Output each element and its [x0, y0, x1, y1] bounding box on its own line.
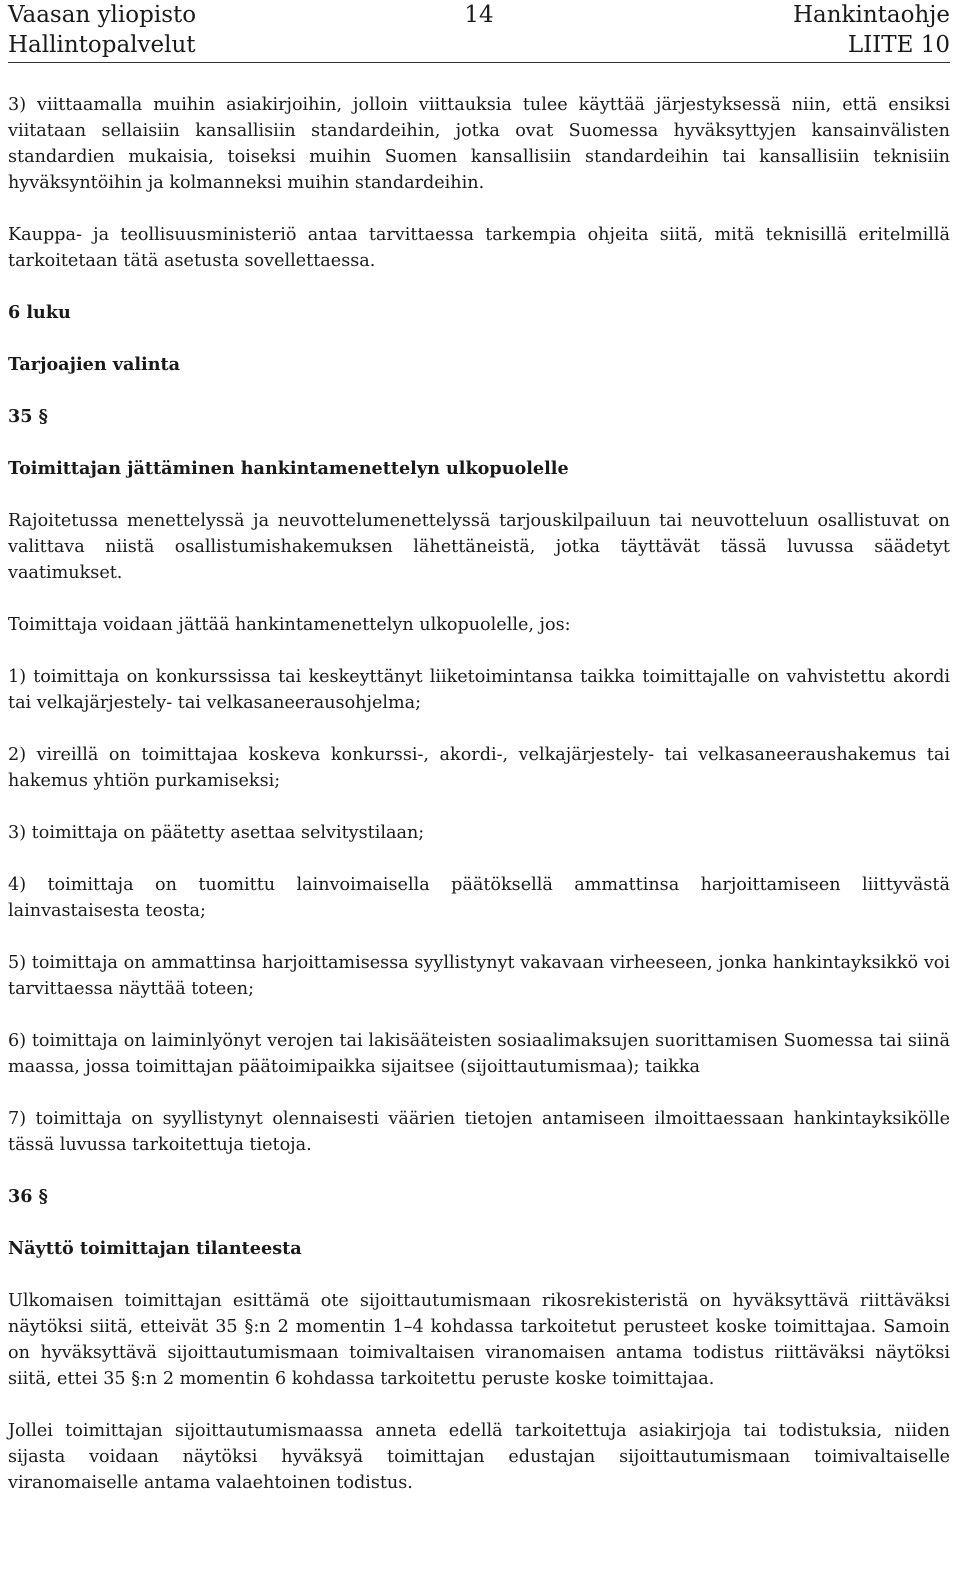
section-35-title: Toimittajan jättäminen hankintamenettelyn ulkopuolelle [8, 458, 569, 479]
chapter-title: Tarjoajien valinta [8, 354, 181, 375]
paragraph-exclusion-intro: Toimittaja voidaan jättää hankintamenettelyn ulkopuolelle, jos: [8, 615, 571, 635]
paragraph-item-3: 3) viittaamalla muihin asiakirjoihin, jolloin viittauksia tulee käyttää järjestyksessä niin, että ensiksi viitataan sellaisiin kansallisiin standardeihin, jotka ovat Suomessa hyväksyttyjen kansainvälisten standardien mukaisia, toiseksi muihin Suomen kansallisiin standardeihin tai kansallisiin teknisiin hyväksyntöihin ja kolmanneksi muihin standardeihin. [8, 95, 950, 193]
chapter-number: 6 luku [8, 302, 71, 323]
list-item-exclusion: 5) toimittaja on ammattinsa harjoittamisessa syyllistynyt vakavaan virheeseen, jonka hankintayksikkö voi tarvittaessa näyttää toteen; [8, 953, 950, 999]
header-org: Vaasan yliopisto [8, 2, 197, 28]
page-header [8, 0, 950, 63]
paragraph-foreign-supplier: Ulkomaisen toimittajan esittämä ote sijoittautumismaan rikosrekisteristä on hyväksyttävä riittäväksi näytöksi siitä, etteivät 35 §:n 2 momentin 1–4 kohdassa tarkoitetut perusteet koske toimittajaa. Samoin on hyväksyttävä sijoittautumismaan toimivaltaisen viranomaisen antama todistus riittäväksi näytöksi siitä, ettei 35 §:n 2 momentin 6 kohdassa tarkoitettu peruste koske toimittajaa. [8, 1291, 950, 1389]
list-item-exclusion: 2) vireillä on toimittajaa koskeva konkurssi-, akordi-, velkajärjestely- tai velkasaneeraushakemus tai hakemus yhtiön purkamiseksi; [8, 745, 950, 791]
paragraph-ministry: Kauppa- ja teollisuusministeriö antaa tarvittaessa tarkempia ohjeita siitä, mitä teknisillä eritelmillä tarkoitetaan tätä asetusta sovellettaessa. [8, 225, 950, 271]
list-item-exclusion: 1) toimittaja on konkurssissa tai keskeyttänyt liiketoimintansa taikka toimittajalle on vahvistettu akordi tai velkajärjestely- tai velkasaneerausohjelma; [8, 667, 950, 713]
list-item-exclusion: 6) toimittaja on laiminlyönyt verojen tai lakisääteisten sosiaalimaksujen suorittamisen Suomessa tai siinä maassa, jossa toimittajan päätoimipaikka sijaitsee (sijoittautumismaa); taikka [8, 1031, 950, 1077]
section-35-number: 35 § [8, 406, 48, 427]
section-36-title: Näyttö toimittajan tilanteesta [8, 1238, 302, 1259]
paragraph-alternative-evidence: Jollei toimittajan sijoittautumismaassa anneta edellä tarkoitettuja asiakirjoja tai todistuksia, niiden sijasta voidaan näytöksi hyväksyä toimittajan edustajan sijoittautumismaan toimivaltaiselle viranomaiselle antama valaehtoinen todistus. [8, 1421, 950, 1493]
list-item-exclusion: 7) toimittaja on syyllistynyt olennaisesti väärien tietojen antamiseen ilmoittaessaan hankintayksikölle tässä luvussa tarkoitettuja tietoja. [8, 1109, 950, 1155]
list-item-exclusion: 4) toimittaja on tuomittu lainvoimaisella päätöksellä ammattinsa harjoittamiseen liittyvästä lainvastaisesta teosta; [8, 875, 950, 921]
header-page-number: 14 [464, 2, 494, 28]
document-body [8, 92, 950, 1522]
header-dept: Hallintopalvelut [8, 32, 196, 58]
section-36-number: 36 § [8, 1186, 48, 1207]
header-doc-title: Hankintaohje [792, 2, 950, 28]
list-item-exclusion: 3) toimittaja on päätetty asettaa selvitystilaan; [8, 823, 425, 843]
paragraph-restricted-procedure: Rajoitetussa menettelyssä ja neuvottelumenettelyssä tarjouskilpailuun tai neuvotteluun osallistuvat on valittava niistä osallistumishakemuksen lähettäneistä, jotka täyttävät tässä luvussa säädetyt vaatimukset. [8, 511, 950, 583]
header-appendix: LIITE 10 [847, 32, 950, 58]
